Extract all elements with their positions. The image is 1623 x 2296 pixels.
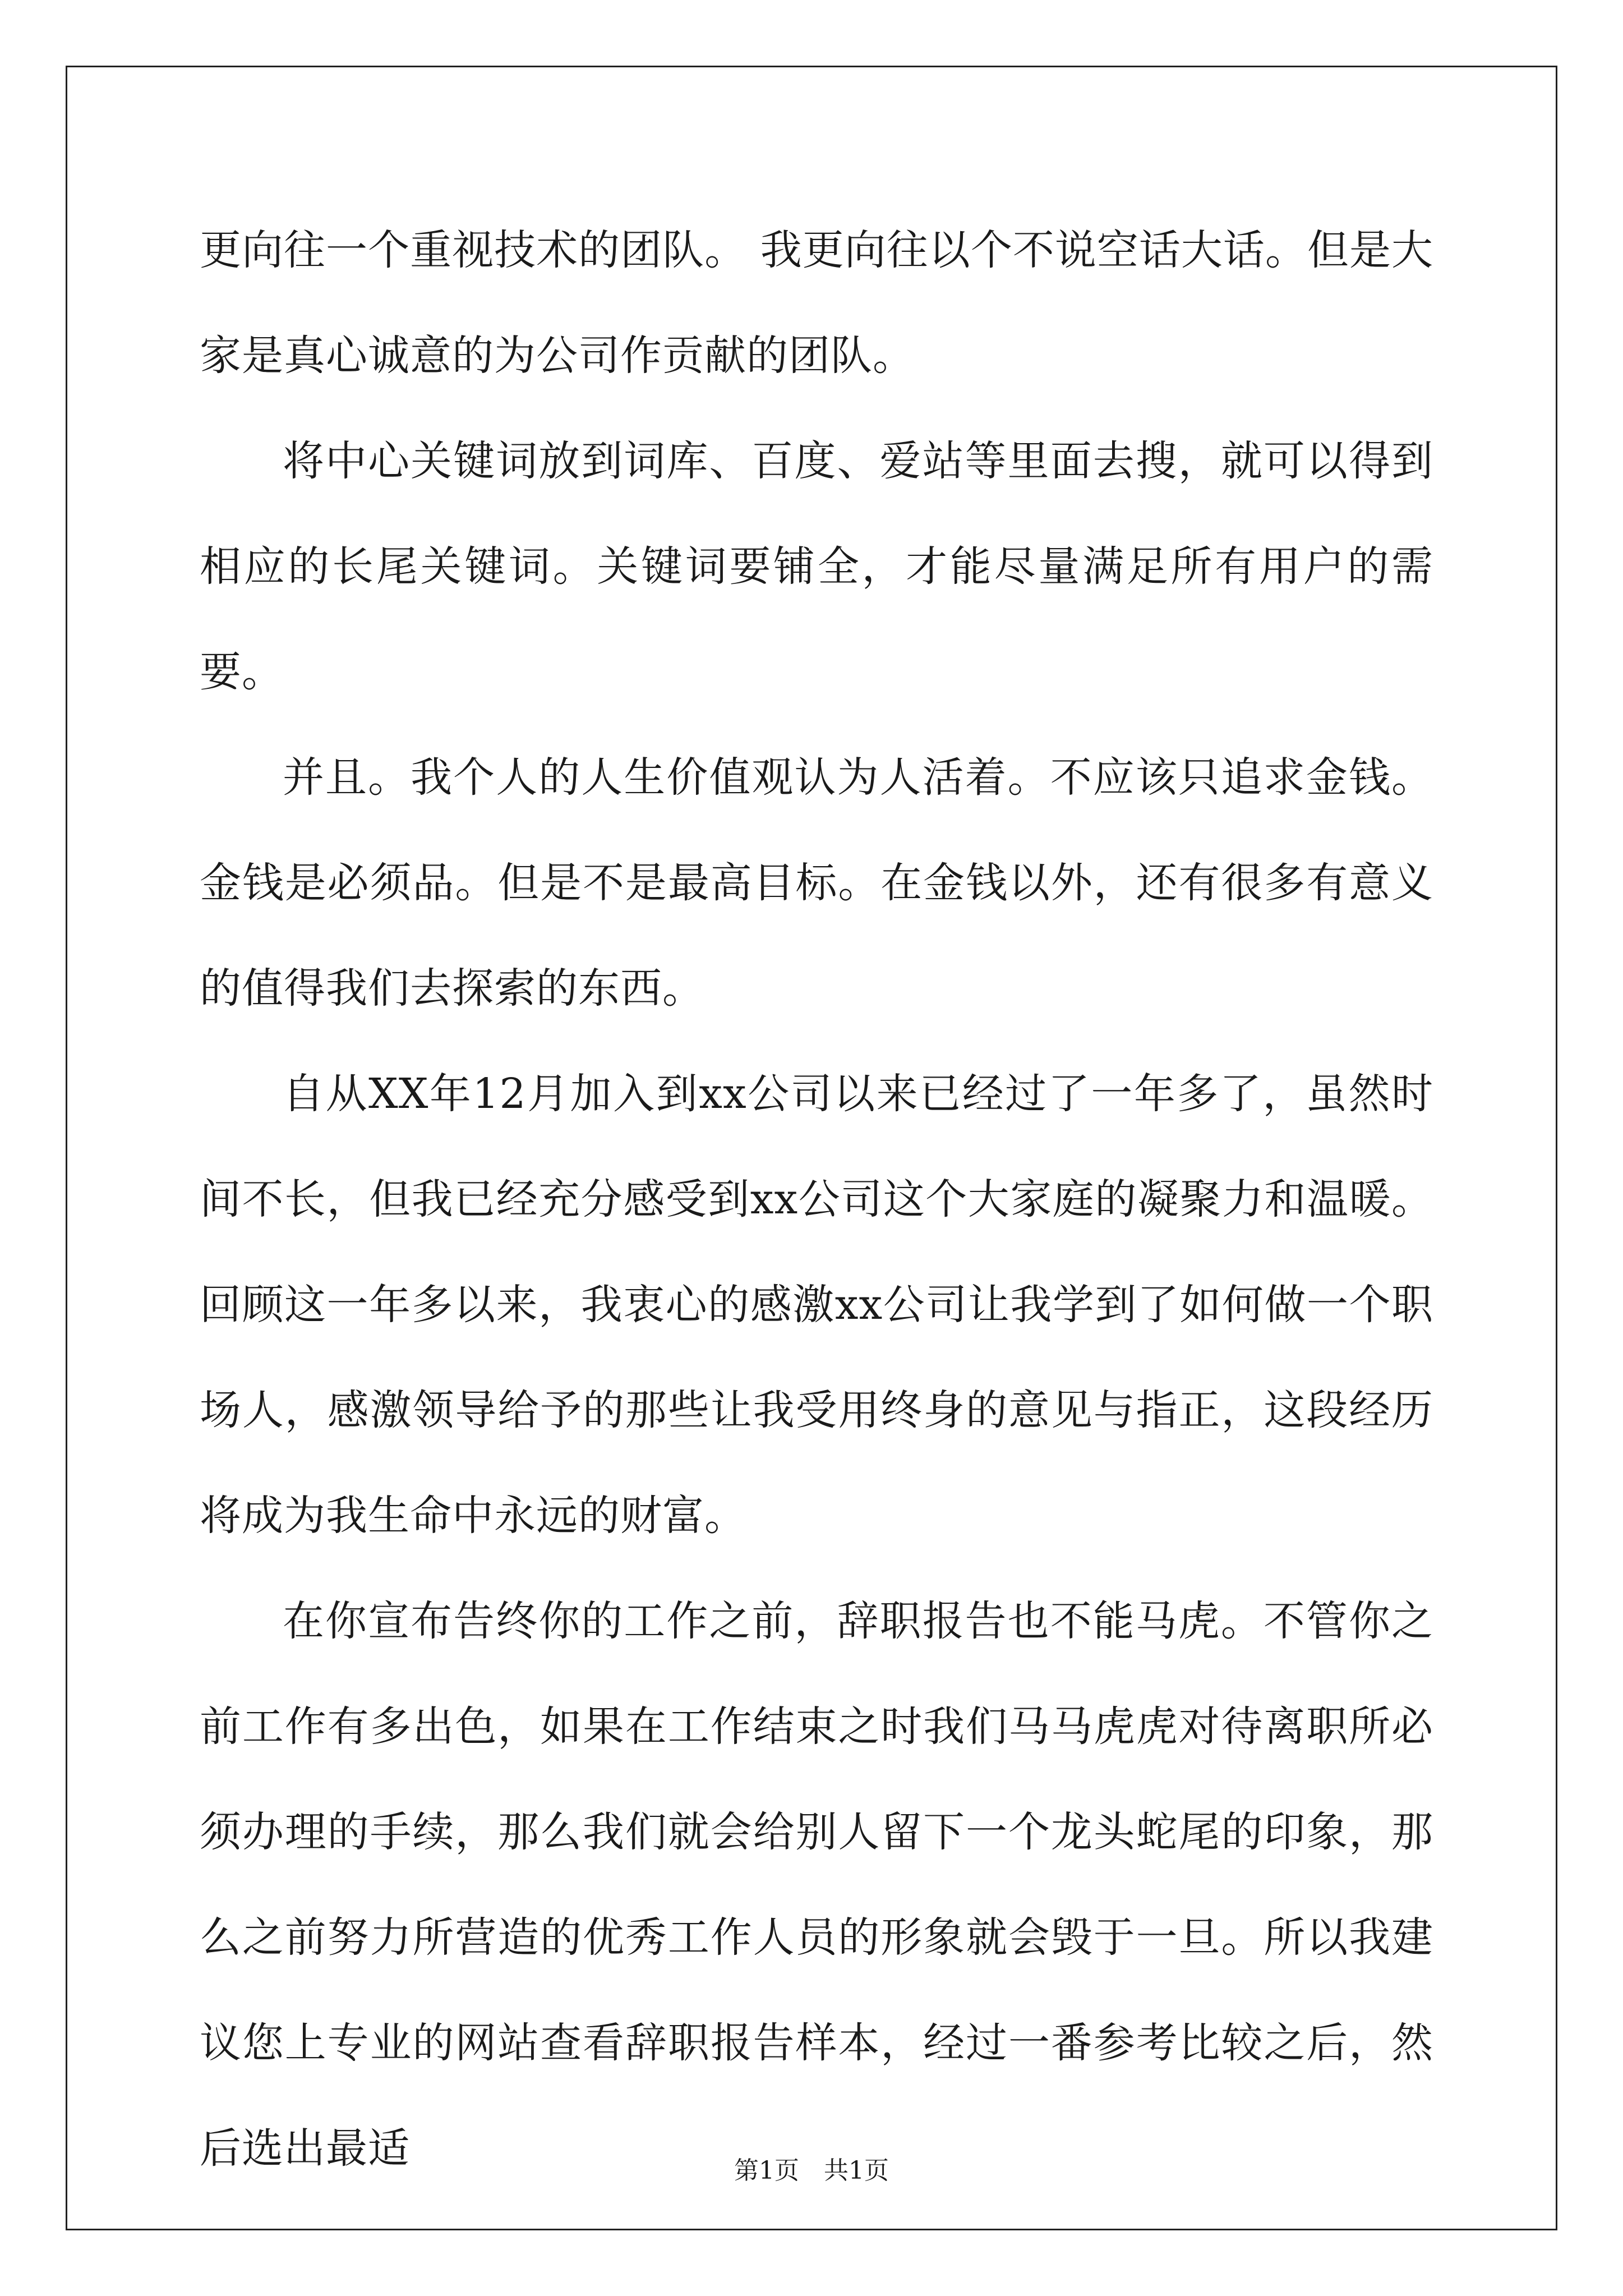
paragraph-4: 自从XX年12月加入到xx公司以来已经过了一年多了，虽然时间不长，但我已经充分感受到xx公司这个大家庭的凝聚力和温暖。回顾这一年多以来，我衷心的感激xx公司让我学到了如何做一个职场人，感激领导给予的那些让我受用终身的意见与指正，这段经历将成为我生命中永远的财富。 [200, 1070, 1433, 1540]
paragraph-2: 将中心关键词放到词库、百度、爱站等里面去搜，就可以得到相应的长尾关键词。关键词要铺全，才能尽量满足所有用户的需要。 [200, 437, 1433, 696]
page-number: 第1页 [734, 2156, 799, 2185]
page-footer [0, 2155, 1623, 2187]
paragraph-3: 并且。我个人的人生价值观认为人活着。不应该只追求金钱。金钱是必须品。但是不是最高目标。在金钱以外，还有很多有意义的值得我们去探索的东西。 [200, 753, 1433, 1013]
page-total: 共1页 [824, 2156, 889, 2185]
document-body [200, 197, 1433, 2201]
paragraph-5: 在你宣布告终你的工作之前，辞职报告也不能马虎。不管你之前工作有多出色，如果在工作结束之时我们马马虎虎对待离职所必须办理的手续，那么我们就会给别人留下一个龙头蛇尾的印象，那么之前努力所营造的优秀工作人员的形象就会毁于一旦。所以我建议您上专业的网站查看辞职报告样本，经过一番参考比较之后，然后选出最适 [200, 1597, 1433, 2173]
paragraph-1: 更向往一个重视技术的团队。 我更向往以个不说空话大话。但是大家是真心诚意的为公司作贡献的团队。 [200, 226, 1433, 380]
